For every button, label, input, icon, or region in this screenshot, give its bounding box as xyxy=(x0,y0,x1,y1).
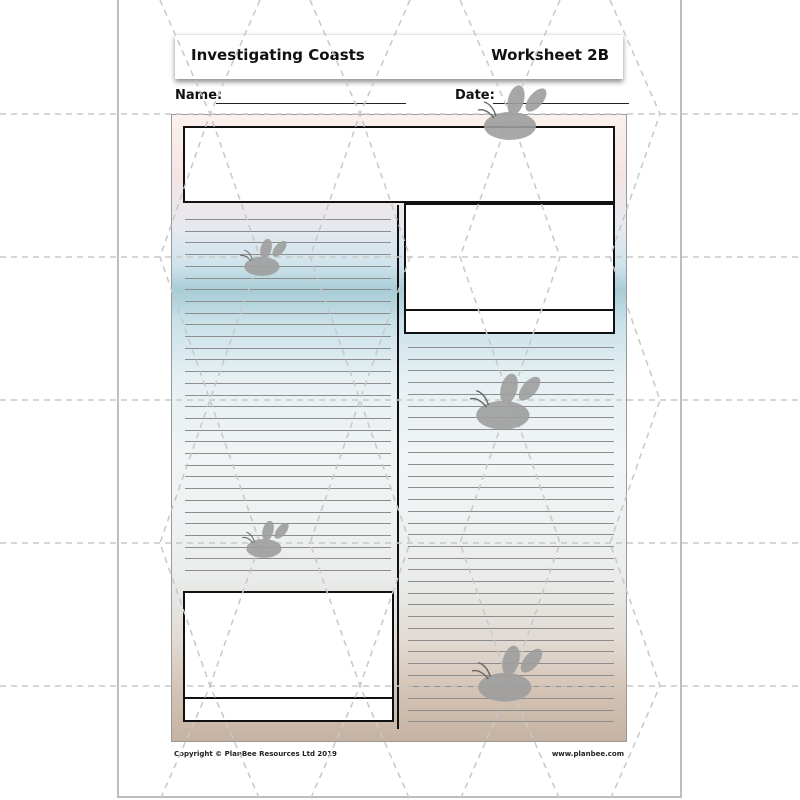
worksheet-title: Investigating Coasts xyxy=(191,46,365,64)
website-link[interactable]: www.planbee.com xyxy=(551,750,624,758)
bee-icon xyxy=(240,520,296,562)
bee-icon xyxy=(238,238,294,280)
bee-icon xyxy=(470,644,552,708)
bee-icon xyxy=(468,372,550,436)
name-label: Name: xyxy=(175,88,223,103)
date-label: Date: xyxy=(455,88,495,103)
worksheet-number: Worksheet 2B xyxy=(491,46,609,64)
bee-icon xyxy=(476,84,556,146)
copyright-text: Copyright © PlanBee Resources Ltd 2019 xyxy=(174,750,337,758)
